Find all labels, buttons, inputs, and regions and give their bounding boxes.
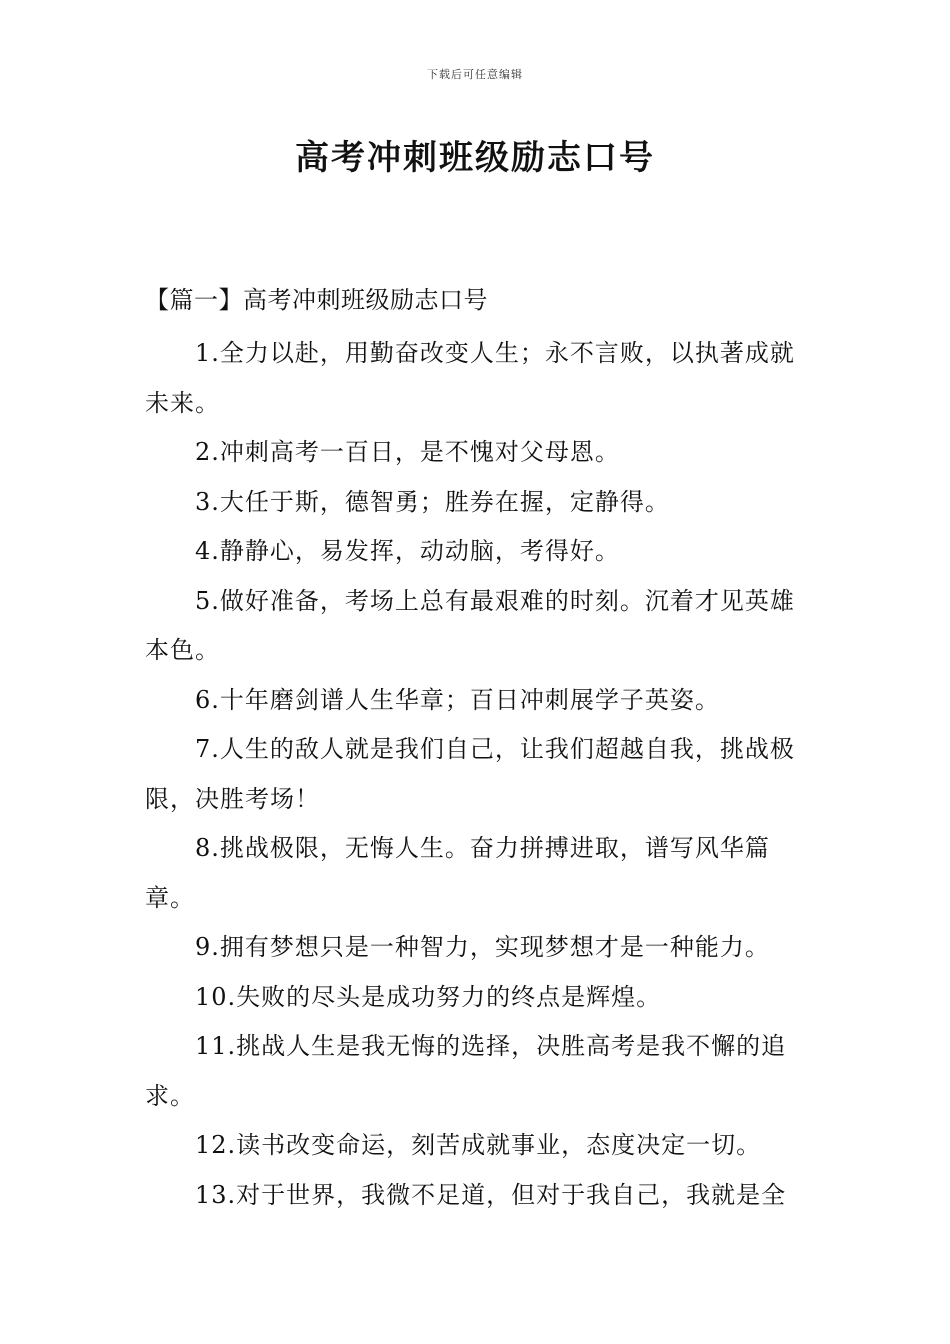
list-item: 6.十年磨剑谱人生华章；百日冲刺展学子英姿。 <box>195 685 720 714</box>
section-heading: 【篇一】高考冲刺班级励志口号 <box>145 286 488 314</box>
list-item: 13.对于世界，我微不足道，但对于我自己，我就是全 <box>195 1180 787 1209</box>
list-item: 8.挑战极限，无悔人生。奋力拼搏进取，谱写风华篇章。 <box>145 834 770 912</box>
list-item: 9.拥有梦想只是一种智力，实现梦想才是一种能力。 <box>195 933 770 961</box>
list-item: 7.人生的敌人就是我们自己，让我们超越自我，挑战极限，决胜考场！ <box>145 735 795 813</box>
page-title: 高考冲刺班级励志口号 <box>295 138 655 178</box>
list-item: 4.静静心，易发挥，动动脑，考得好。 <box>195 537 620 565</box>
list-item: 5.做好准备，考场上总有最艰难的时刻。沉着才见英雄本色。 <box>145 586 795 664</box>
document-body <box>145 280 810 1220</box>
list-item: 12.读书改变命运，刻苦成就事业，态度决定一切。 <box>195 1131 762 1159</box>
list-item: 2.冲刺高考一百日，是不愧对父母恩。 <box>195 438 620 466</box>
list-item: 11.挑战人生是我无悔的选择，决胜高考是我不懈的追求。 <box>145 1032 787 1110</box>
list-item: 10.失败的尽头是成功努力的终点是辉煌。 <box>195 982 662 1011</box>
header-note: 下载后可任意编辑 <box>427 68 523 81</box>
list-item: 3.大任于斯，德智勇；胜券在握，定静得。 <box>195 487 670 516</box>
list-item: 1.全力以赴，用勤奋改变人生；永不言败，以执著成就未来。 <box>145 339 795 417</box>
